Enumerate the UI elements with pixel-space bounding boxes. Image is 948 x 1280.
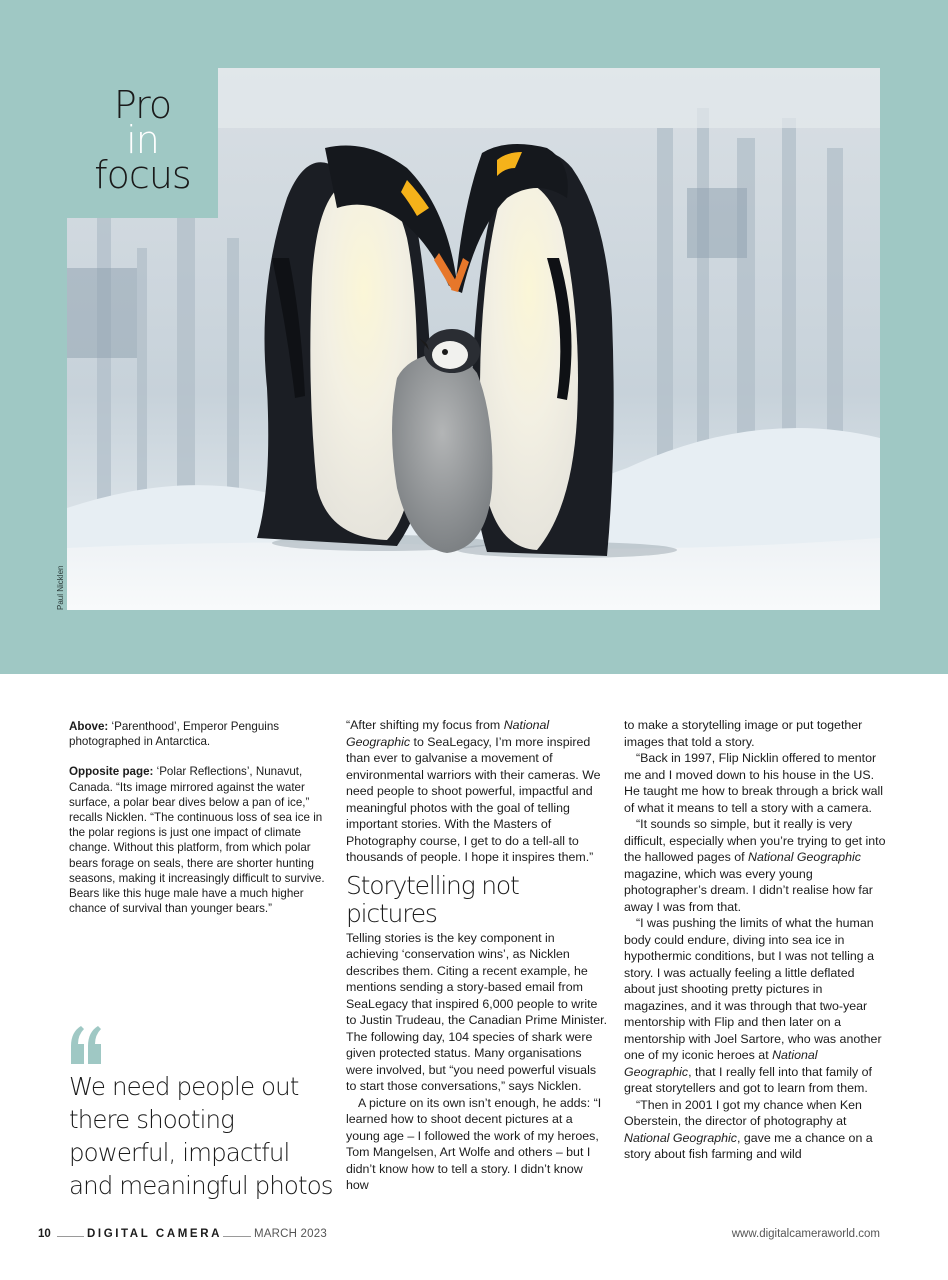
website-url: www.digitalcameraworld.com [731, 1228, 880, 1240]
pull-quote: We need people out there shooting powerful, impactful and meaningful photos [69, 1072, 333, 1200]
text-run: “It sounds so simple, but it really is very difficult, especially when you’re trying to get into the hallowed pages of [624, 817, 886, 864]
paragraph: “Back in 1997, Flip Nicklin offered to mentor me and I moved down to his house in the US. He taught me how to break through a brick wall of what it means to tell a story with a camera. [624, 751, 883, 815]
paragraph [624, 816, 886, 915]
magazine-name: DIGITAL CAMERA [87, 1228, 222, 1240]
text-run: “Then in 2001 I got my chance when Ken Oberstein, the director of photography at [624, 1097, 862, 1128]
text-run: , gave me a chance on a story about fish farming and wild [624, 1130, 873, 1161]
quote-mark-icon [69, 1026, 103, 1064]
text-run: “After shifting my focus from [346, 718, 504, 732]
badge-word-focus: focus [94, 153, 191, 197]
text-run: to SeaLegacy, I’m more inspired than ever to galvanise a movement of environmental warriors with their cameras. We need people to shoot powerful, impactful and meaningful photos with the goal of telling important stories. With the Masters of Photography course, I get to do a tell-all to thousands of people. I hope it inspires them.” [346, 734, 601, 864]
caption-opposite [69, 764, 327, 916]
paragraph: A picture on its own isn’t enough, he adds: “I learned how to shoot decent pictures at a young age – I followed the work of my heroes, Tom Mangelsen, Art Wolfe and others – but I didn’t know how to tell a story. I didn’t know how [346, 1095, 602, 1192]
caption-column [69, 719, 327, 931]
caption-opposite-label: Opposite page: [69, 765, 154, 779]
text-run-italic: National Geographic [346, 718, 550, 749]
article-column-3 [624, 717, 886, 1163]
page-number: 10 [38, 1228, 51, 1240]
text-run-italic: National Geographic [624, 1130, 737, 1145]
text-run: magazine, which was every young photographer’s dream. I didn’t realise how far away I was from that. [624, 866, 873, 914]
paragraph: Telling stories is the key component in achieving ‘conservation wins’, as Nicklen describes them. Citing a recent example, he mentions sending a story-based email from SeaLegacy that inspired 6,000 people to write to Justin Trudeau, the Canadian Prime Minister. The following day, 104 species of shark were given protected status. Many organisations were involved, but “you need powerful visuals to start those conversations,” says Nicklen. [346, 930, 608, 1093]
paragraph [346, 717, 608, 866]
badge-word-pro: Pro [113, 83, 172, 127]
photo-credit: Paul Nicklen [56, 565, 65, 610]
paragraph [624, 1097, 886, 1163]
footer-rule [57, 1236, 84, 1237]
footer-rule [223, 1236, 251, 1237]
section-subhead: Storytelling not pictures [346, 870, 519, 928]
text-run: “I was pushing the limits of what the human body could endure, diving into sea ice in hypothermic conditions, but I was not telling a story. I was actually feeling a little deflated about just shooting pretty pictures in magazines, and it was through that two-year mentorship with Flip and then later on a mentorship with Joel Sartore, who was another one of my iconic heroes at [624, 916, 882, 1062]
badge-word-in: in [126, 118, 159, 162]
caption-opposite-text: ‘Polar Reflections’, Nunavut, Canada. “Its image mirrored against the water surface, a polar bear dives below a pan of ice,” recalls Nicklen. “The continuous loss of sea ice in the polar regions is just one impact of climate change. Without this platform, from which polar bears forage on seals, there are shorter hunting seasons, making it increasingly difficult to survive. Bears like this huge male have a much higher chance of survival than younger bears.” [69, 765, 325, 916]
paragraph: to make a storytelling image or put together images that told a story. [624, 718, 863, 749]
paragraph [624, 915, 886, 1097]
text-run-italic: National Geographic [624, 1048, 818, 1079]
text-run: , that I really fell into that family of great storytellers and got to learn from them. [624, 1064, 872, 1095]
caption-above-label: Above: [69, 720, 109, 733]
caption-above-text: ‘Parenthood’, Emperor Penguins photographed in Antarctica. [69, 720, 280, 749]
issue-date: MARCH 2023 [254, 1228, 327, 1240]
pro-in-focus-badge [67, 68, 218, 218]
text-run-italic: National Geographic [748, 850, 861, 864]
penguin-photo [67, 68, 880, 610]
caption-above [69, 719, 327, 749]
article-column-2 [346, 717, 608, 1194]
page-footer [38, 1228, 880, 1244]
